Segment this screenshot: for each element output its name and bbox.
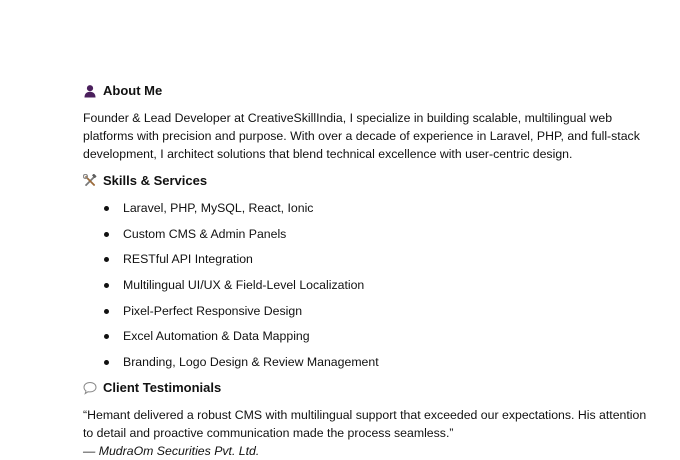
testimonial-attribution: — MudraOm Securities Pvt. Ltd. bbox=[83, 443, 260, 458]
about-body: Founder & Lead Developer at CreativeSkillIndia, I specialize in building scalable, multilingual web platforms with precision and purpose. With over a decade of experience in Laravel, PHP, and full-stack development, I architect solutions that blend technical excellence with user-centric design. bbox=[83, 111, 640, 161]
list-item bbox=[83, 302, 653, 328]
skill-label: Multilingual UI/UX & Field-Level Localization bbox=[123, 278, 365, 293]
testimonials-heading bbox=[83, 379, 653, 397]
skill-label: Pixel-Perfect Responsive Design bbox=[123, 303, 303, 318]
skills-heading-label: Skills & Services bbox=[103, 173, 208, 188]
speech-bubble-icon bbox=[83, 381, 97, 395]
skill-label: Branding, Logo Design & Review Management bbox=[123, 355, 379, 370]
bullet bbox=[104, 206, 109, 211]
bullet bbox=[104, 360, 109, 365]
bullet bbox=[104, 257, 109, 262]
tools-icon bbox=[83, 174, 97, 188]
testimonial-quote-block bbox=[83, 406, 653, 460]
testimonials-heading-label: Client Testimonials bbox=[103, 379, 222, 395]
person-silhouette-icon bbox=[83, 84, 97, 98]
bullet bbox=[104, 334, 109, 339]
list-item bbox=[83, 225, 653, 251]
bullet bbox=[104, 232, 109, 237]
list-item bbox=[83, 276, 653, 302]
skills-heading bbox=[83, 172, 653, 190]
testimonial-quote: “Hemant delivered a robust CMS with multilingual support that exceeded our expectations. His attention to detail and proactive communication made the process seamless.” bbox=[83, 407, 647, 440]
list-item bbox=[83, 327, 653, 353]
skill-label: Laravel, PHP, MySQL, React, Ionic bbox=[123, 201, 314, 215]
bullet bbox=[104, 309, 109, 314]
skill-label: Custom CMS & Admin Panels bbox=[123, 226, 287, 241]
skill-label: RESTful API Integration bbox=[123, 252, 253, 267]
list-item bbox=[83, 250, 653, 276]
list-item bbox=[83, 353, 653, 379]
about-heading-label: About Me bbox=[103, 83, 163, 98]
skills-list bbox=[83, 199, 653, 379]
bullet bbox=[104, 283, 109, 288]
skill-label: Excel Automation & Data Mapping bbox=[123, 329, 310, 344]
list-item bbox=[83, 199, 653, 225]
profile-document bbox=[83, 82, 653, 460]
about-heading bbox=[83, 82, 653, 100]
